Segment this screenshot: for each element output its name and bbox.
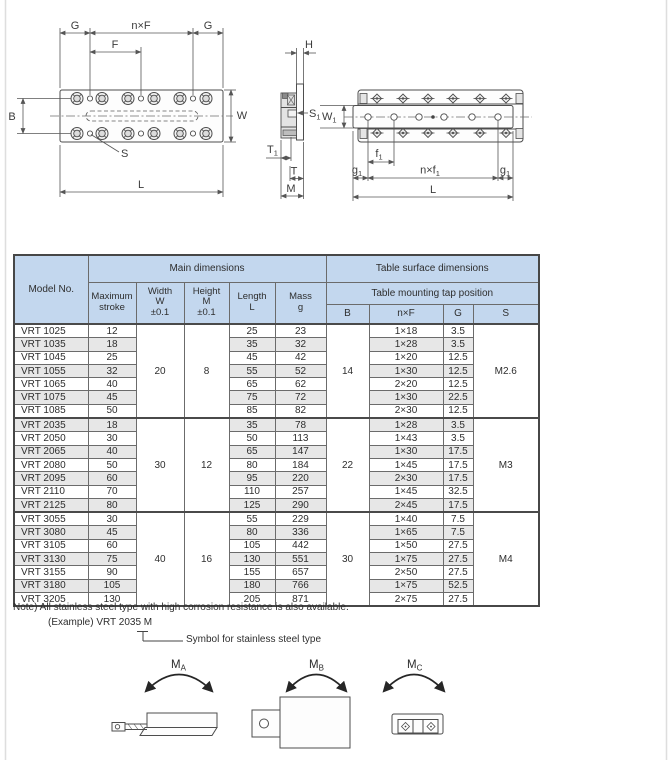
cell-stroke: 45 bbox=[88, 391, 136, 404]
cell-g: 17.5 bbox=[443, 498, 473, 512]
table-row bbox=[14, 351, 539, 364]
cell-nxf: 1×45 bbox=[369, 485, 443, 498]
moment-c-figure bbox=[392, 714, 443, 734]
cell-mass: 52 bbox=[275, 364, 326, 377]
cell-length: 45 bbox=[229, 351, 275, 364]
cell-length: 65 bbox=[229, 445, 275, 458]
cell-length: 105 bbox=[229, 539, 275, 552]
header-g: G bbox=[443, 304, 473, 324]
cell-height: 12 bbox=[184, 418, 229, 512]
dim-label-l-bottom: L bbox=[429, 184, 437, 196]
header-tap-position: Table mounting tap position bbox=[326, 282, 539, 304]
cell-model: VRT 3155 bbox=[14, 566, 88, 579]
cell-mass: 23 bbox=[275, 324, 326, 338]
cell-s: M4 bbox=[473, 512, 539, 606]
cell-model: VRT 3205 bbox=[14, 592, 88, 606]
cell-width: 40 bbox=[136, 512, 184, 606]
header-b: B bbox=[326, 304, 369, 324]
cell-g: 7.5 bbox=[443, 512, 473, 526]
table-row bbox=[14, 458, 539, 471]
bottom-view-drawing bbox=[344, 90, 532, 201]
cell-model: VRT 1035 bbox=[14, 338, 88, 351]
rail-holes bbox=[371, 94, 513, 138]
header-table-surface-dimensions: Table surface dimensions bbox=[326, 255, 539, 282]
symbol-caption: Symbol for stainless steel type bbox=[186, 634, 322, 645]
cell-g: 3.5 bbox=[443, 338, 473, 351]
cell-length: 110 bbox=[229, 485, 275, 498]
cell-nxf: 1×28 bbox=[369, 418, 443, 432]
cell-stroke: 25 bbox=[88, 351, 136, 364]
cell-length: 55 bbox=[229, 364, 275, 377]
cell-length: 130 bbox=[229, 553, 275, 566]
header-max-stroke: Maximum stroke bbox=[88, 282, 136, 324]
cell-length: 95 bbox=[229, 472, 275, 485]
cell-mass: 72 bbox=[275, 391, 326, 404]
cell-nxf: 2×75 bbox=[369, 592, 443, 606]
cell-width: 30 bbox=[136, 418, 184, 512]
cell-nxf: 2×20 bbox=[369, 378, 443, 391]
cell-stroke: 60 bbox=[88, 539, 136, 552]
cell-stroke: 45 bbox=[88, 526, 136, 539]
cell-mass: 220 bbox=[275, 472, 326, 485]
cell-mass: 336 bbox=[275, 526, 326, 539]
cell-model: VRT 2080 bbox=[14, 458, 88, 471]
table-row bbox=[14, 566, 539, 579]
table-header bbox=[14, 255, 539, 324]
cell-model: VRT 1085 bbox=[14, 404, 88, 418]
cell-model: VRT 2035 bbox=[14, 418, 88, 432]
cell-stroke: 32 bbox=[88, 364, 136, 377]
cell-mass: 78 bbox=[275, 418, 326, 432]
cell-model: VRT 2110 bbox=[14, 485, 88, 498]
cell-model: VRT 3105 bbox=[14, 539, 88, 552]
dim-label-w: W bbox=[236, 110, 248, 122]
cell-nxf: 1×45 bbox=[369, 458, 443, 471]
cell-nxf: 1×75 bbox=[369, 553, 443, 566]
table-row bbox=[14, 553, 539, 566]
cell-width: 20 bbox=[136, 324, 184, 418]
cell-length: 80 bbox=[229, 526, 275, 539]
table-row bbox=[14, 445, 539, 458]
cell-g: 27.5 bbox=[443, 592, 473, 606]
cell-s: M2.6 bbox=[473, 324, 539, 418]
cell-stroke: 75 bbox=[88, 553, 136, 566]
cell-stroke: 60 bbox=[88, 472, 136, 485]
cell-model: VRT 3130 bbox=[14, 553, 88, 566]
spec-table-body bbox=[14, 324, 539, 606]
cell-stroke: 18 bbox=[88, 418, 136, 432]
header-model-no: Model No. bbox=[14, 255, 88, 324]
cell-model: VRT 2065 bbox=[14, 445, 88, 458]
dim-label-s1: $S_1$ bbox=[309, 108, 321, 122]
cell-nxf: 1×18 bbox=[369, 324, 443, 338]
dim-label-b: B bbox=[8, 111, 16, 123]
cell-g: 12.5 bbox=[443, 404, 473, 418]
cell-stroke: 70 bbox=[88, 485, 136, 498]
stainless-symbol-bracket bbox=[137, 632, 183, 642]
dim-label-nxf1: $n\times f_1$ bbox=[420, 164, 440, 178]
rotation-arrow-icon bbox=[384, 675, 444, 692]
cell-stroke: 12 bbox=[88, 324, 136, 338]
cell-nxf: 1×30 bbox=[369, 391, 443, 404]
cell-g: 32.5 bbox=[443, 485, 473, 498]
table-row bbox=[14, 579, 539, 592]
cell-mass: 766 bbox=[275, 579, 326, 592]
cell-length: 35 bbox=[229, 338, 275, 351]
table-row bbox=[14, 338, 539, 351]
moment-b-figure bbox=[252, 697, 350, 748]
cell-g: 3.5 bbox=[443, 432, 473, 445]
table-row bbox=[14, 539, 539, 552]
cell-height: 16 bbox=[184, 512, 229, 606]
cell-g: 22.5 bbox=[443, 391, 473, 404]
cell-stroke: 80 bbox=[88, 498, 136, 512]
cell-stroke: 50 bbox=[88, 458, 136, 471]
table-row bbox=[14, 512, 539, 526]
cell-mass: 62 bbox=[275, 378, 326, 391]
cell-nxf: 1×65 bbox=[369, 526, 443, 539]
header-mass: Mass g bbox=[275, 282, 326, 324]
table-row bbox=[14, 498, 539, 512]
table-row bbox=[14, 485, 539, 498]
cell-g: 3.5 bbox=[443, 324, 473, 338]
table-row bbox=[14, 404, 539, 418]
cell-mass: 32 bbox=[275, 338, 326, 351]
table-row bbox=[14, 418, 539, 432]
cell-nxf: 1×30 bbox=[369, 364, 443, 377]
cell-height: 8 bbox=[184, 324, 229, 418]
cell-model: VRT 1075 bbox=[14, 391, 88, 404]
cell-mass: 551 bbox=[275, 553, 326, 566]
dim-label-g1-left: $g_1$ bbox=[351, 164, 363, 178]
cell-length: 155 bbox=[229, 566, 275, 579]
plan-view-drawing bbox=[8, 20, 247, 197]
cell-mass: 257 bbox=[275, 485, 326, 498]
cell-length: 25 bbox=[229, 324, 275, 338]
cell-model: VRT 3055 bbox=[14, 512, 88, 526]
example-text: (Example) VRT 2035 M bbox=[48, 617, 153, 628]
cell-length: 50 bbox=[229, 432, 275, 445]
cell-nxf: 2×30 bbox=[369, 404, 443, 418]
cell-nxf: 1×28 bbox=[369, 338, 443, 351]
cell-mass: 657 bbox=[275, 566, 326, 579]
cell-stroke: 18 bbox=[88, 338, 136, 351]
cell-stroke: 130 bbox=[88, 592, 136, 606]
cell-g: 27.5 bbox=[443, 566, 473, 579]
cell-mass: 184 bbox=[275, 458, 326, 471]
cell-stroke: 90 bbox=[88, 566, 136, 579]
cell-nxf: 2×50 bbox=[369, 566, 443, 579]
dim-label-m: M bbox=[286, 183, 296, 195]
cell-mass: 229 bbox=[275, 512, 326, 526]
rotation-arrow-icon bbox=[146, 675, 212, 692]
cell-stroke: 30 bbox=[88, 512, 136, 526]
note-text: Note) All stainless steel type with high corrosion resistance is also available. bbox=[13, 602, 349, 613]
cell-model: VRT 2125 bbox=[14, 498, 88, 512]
cell-g: 17.5 bbox=[443, 458, 473, 471]
cell-nxf: 1×50 bbox=[369, 539, 443, 552]
cell-model: VRT 2050 bbox=[14, 432, 88, 445]
cell-g: 3.5 bbox=[443, 418, 473, 432]
cell-b: 30 bbox=[326, 512, 369, 606]
cell-g: 17.5 bbox=[443, 445, 473, 458]
cell-g: 12.5 bbox=[443, 364, 473, 377]
cell-mass: 871 bbox=[275, 592, 326, 606]
cell-g: 12.5 bbox=[443, 351, 473, 364]
dim-label-l: L bbox=[137, 179, 145, 191]
cell-stroke: 30 bbox=[88, 432, 136, 445]
dim-label-t: T bbox=[290, 165, 298, 178]
cell-mass: 42 bbox=[275, 351, 326, 364]
moment-c bbox=[384, 659, 444, 734]
cell-model: VRT 3080 bbox=[14, 526, 88, 539]
cell-mass: 290 bbox=[275, 498, 326, 512]
table-row bbox=[14, 378, 539, 391]
moment-a bbox=[112, 659, 217, 736]
header-length: Length L bbox=[229, 282, 275, 324]
dim-label-s: S bbox=[121, 148, 129, 160]
dim-label-g1-right: $g_1$ bbox=[499, 164, 511, 178]
cell-length: 55 bbox=[229, 512, 275, 526]
cell-mass: 147 bbox=[275, 445, 326, 458]
cell-model: VRT 1045 bbox=[14, 351, 88, 364]
end-view-drawing bbox=[266, 39, 354, 199]
table-row bbox=[14, 391, 539, 404]
cell-stroke: 50 bbox=[88, 404, 136, 418]
dim-label-f: F bbox=[111, 39, 119, 51]
table-row bbox=[14, 526, 539, 539]
moment-c-label: $M_C$ bbox=[407, 659, 423, 673]
dim-label-g-left: G bbox=[70, 20, 80, 32]
cell-stroke: 105 bbox=[88, 579, 136, 592]
cell-nxf: 1×75 bbox=[369, 579, 443, 592]
cell-nxf: 2×45 bbox=[369, 498, 443, 512]
cell-length: 80 bbox=[229, 458, 275, 471]
cell-length: 75 bbox=[229, 391, 275, 404]
cell-model: VRT 1025 bbox=[14, 324, 88, 338]
cell-nxf: 1×20 bbox=[369, 351, 443, 364]
cell-g: 17.5 bbox=[443, 472, 473, 485]
moment-a-label: $M_A$ bbox=[171, 659, 186, 673]
cell-mass: 113 bbox=[275, 432, 326, 445]
cell-length: 205 bbox=[229, 592, 275, 606]
cell-g: 12.5 bbox=[443, 378, 473, 391]
cell-length: 180 bbox=[229, 579, 275, 592]
table-row bbox=[14, 472, 539, 485]
dim-label-w1: $W_1$ bbox=[322, 111, 337, 125]
plan-mounting-holes bbox=[71, 93, 212, 140]
cell-b: 14 bbox=[326, 324, 369, 418]
cell-nxf: 1×30 bbox=[369, 445, 443, 458]
dimensions-table bbox=[13, 254, 540, 607]
moment-b-label: $M_B$ bbox=[309, 659, 324, 673]
rotation-arrow-icon bbox=[287, 675, 346, 692]
dim-label-g-right: G bbox=[203, 20, 213, 32]
cell-g: 52.5 bbox=[443, 579, 473, 592]
dim-label-f1: $f_1$ bbox=[375, 148, 383, 162]
cell-nxf: 1×43 bbox=[369, 432, 443, 445]
cell-g: 27.5 bbox=[443, 539, 473, 552]
cell-model: VRT 3180 bbox=[14, 579, 88, 592]
cell-g: 27.5 bbox=[443, 553, 473, 566]
cell-nxf: 1×40 bbox=[369, 512, 443, 526]
table-row bbox=[14, 432, 539, 445]
cell-b: 22 bbox=[326, 418, 369, 512]
cell-length: 85 bbox=[229, 404, 275, 418]
header-width: Width W ±0.1 bbox=[136, 282, 184, 324]
dim-label-nxf: n×F bbox=[131, 20, 151, 32]
header-main-dimensions: Main dimensions bbox=[88, 255, 326, 282]
cell-s: M3 bbox=[473, 418, 539, 512]
cell-mass: 442 bbox=[275, 539, 326, 552]
cell-stroke: 40 bbox=[88, 378, 136, 391]
table-tap-holes bbox=[365, 114, 501, 120]
cell-mass: 82 bbox=[275, 404, 326, 418]
dim-label-t1: $T_1$ bbox=[267, 144, 278, 158]
cell-model: VRT 1055 bbox=[14, 364, 88, 377]
cell-model: VRT 2095 bbox=[14, 472, 88, 485]
cell-length: 35 bbox=[229, 418, 275, 432]
cell-g: 7.5 bbox=[443, 526, 473, 539]
cell-length: 125 bbox=[229, 498, 275, 512]
moment-b bbox=[252, 659, 350, 748]
cell-stroke: 40 bbox=[88, 445, 136, 458]
cell-model: VRT 1065 bbox=[14, 378, 88, 391]
table-row bbox=[14, 364, 539, 377]
table-row bbox=[14, 324, 539, 338]
dim-label-h: H bbox=[305, 39, 313, 51]
header-nxf: n×F bbox=[369, 304, 443, 324]
moment-a-figure bbox=[112, 713, 217, 736]
cell-length: 65 bbox=[229, 378, 275, 391]
header-s: S bbox=[473, 304, 539, 324]
cell-nxf: 2×30 bbox=[369, 472, 443, 485]
header-height: Height M ±0.1 bbox=[184, 282, 229, 324]
